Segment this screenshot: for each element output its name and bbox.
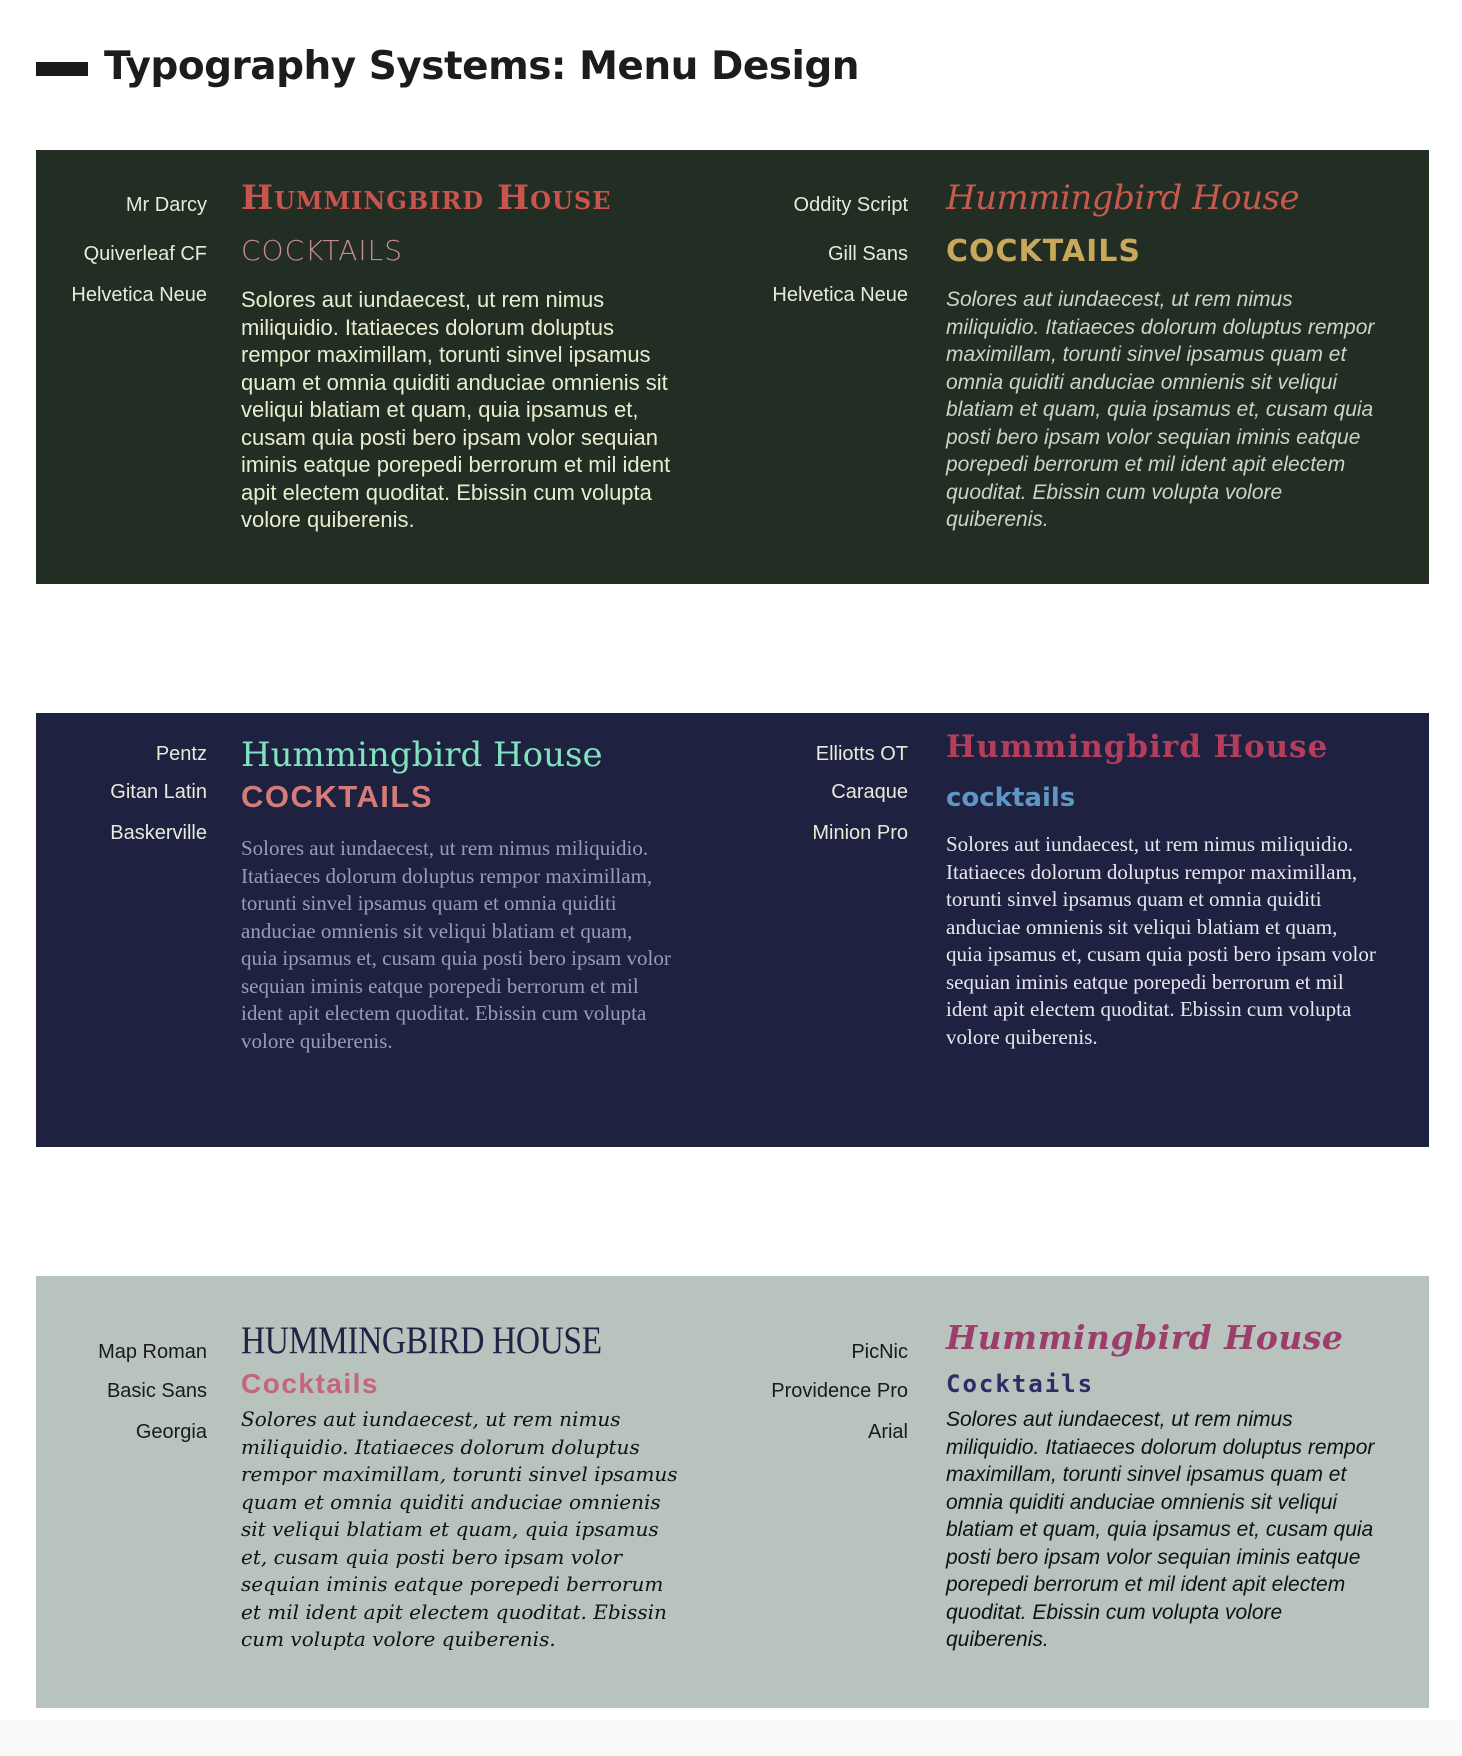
- menu-subtitle: COCKTAILS: [241, 779, 434, 814]
- font-label-body: Minion Pro: [812, 822, 908, 844]
- menu-subtitle: Cocktails: [241, 1368, 379, 1399]
- font-label-body: Helvetica Neue: [71, 284, 207, 306]
- font-label-title: Pentz: [155, 743, 207, 765]
- menu-body-text: Solores aut iundaecest, ut rem nimus miliquidio. Itatiaeces dolorum doluptus rempor maximillam, torunti sinvel ipsamus quam et omnia quiditi anduciae omnienis sit veliqui blatiam et quam, quia ipsamus et, cusam quia posti bero ipsam volor sequian iminis eatque porepedi berrorum et mil ident apit electem quoditat. Ebissin cum volupta volore quiberenis.: [241, 287, 671, 532]
- font-label-subtitle: Gill Sans: [827, 243, 908, 265]
- menu-body-text: Solores aut iundaecest, ut rem nimus miliquidio. Itatiaeces dolorum doluptus rempor maximillam, torunti sinvel ipsamus quam et omnia quiditi anduciae omnienis sit veliqui blatiam et quam, quia ipsamus et, cusam quia posti bero ipsam volor sequian iminis eatque porepedi berrorum et mil ident apit electem quoditat. Ebissin cum volupta volore quiberenis.: [946, 832, 1376, 1049]
- menu-subtitle: COCKTAILS: [946, 234, 1142, 269]
- menu-title: Hummingbird House: [946, 178, 1300, 218]
- menu-body-text: Solores aut iundaecest, ut rem nimus miliquidio. Itatiaeces dolorum doluptus rempor maximillam, torunti sinvel ipsamus quam et omnia quiditi anduciae omnienis sit veliqui blatiam et quam, quia ipsamus et, cusam quia posti bero ipsam volor sequian iminis eatque porepedi berrorum et mil ident apit electem quoditat. Ebissin cum volupta volore quiberenis.: [946, 1408, 1375, 1651]
- font-label-title: Elliotts OT: [815, 743, 908, 765]
- panel-3-right-sample: [736, 1276, 1429, 1708]
- menu-body-text: Solores aut iundaecest, ut rem nimus miliquidio. Itatiaeces dolorum doluptus rempor maximillam, torunti sinvel ipsamus quam et omnia quiditi anduciae omnienis sit veliqui blatiam et quam, quia ipsamus et, cusam quia posti bero ipsam volor sequian iminis eatque porepedi berrorum et mil ident apit electem quoditat. Ebissin cum volupta volore quiberenis.: [241, 1407, 678, 1651]
- font-label-subtitle: Caraque: [831, 781, 908, 803]
- font-label-subtitle: Providence Pro: [771, 1380, 908, 1402]
- panel-3-left-sample: [36, 1276, 736, 1708]
- page-header: [36, 36, 859, 96]
- menu-title: Hummingbird House: [241, 735, 603, 775]
- heading-marker-bar: [36, 62, 88, 76]
- menu-panel-3: [36, 1276, 1429, 1708]
- menu-subtitle: COCKTAILS: [241, 234, 404, 267]
- menu-body-text: Solores aut iundaecest, ut rem nimus miliquidio. Itatiaeces dolorum doluptus rempor maximillam, torunti sinvel ipsamus quam et omnia quiditi anduciae omnienis sit veliqui blatiam et quam, quia ipsamus et, cusam quia posti bero ipsam volor sequian iminis eatque porepedi berrorum et mil ident apit electem quoditat. Ebissin cum volupta volore quiberenis.: [946, 288, 1375, 531]
- font-label-subtitle: Gitan Latin: [110, 781, 207, 803]
- page-title: Typography Systems: Menu Design: [104, 43, 860, 89]
- font-label-subtitle: Basic Sans: [106, 1380, 207, 1402]
- font-label-body: Helvetica Neue: [772, 284, 908, 306]
- menu-title: Hummingbird House: [946, 729, 1329, 765]
- menu-panel-2: [36, 713, 1429, 1147]
- panel-1-left-sample: [36, 150, 736, 584]
- panel-2-right-sample: [736, 713, 1429, 1147]
- font-label-subtitle: Quiverleaf CF: [83, 243, 207, 265]
- font-label-title: Map Roman: [98, 1341, 207, 1363]
- menu-panel-1: [36, 150, 1429, 584]
- menu-title: Hummingbird House: [241, 178, 612, 218]
- menu-subtitle: Cocktails: [946, 1370, 1095, 1398]
- font-label-title: PicNic: [851, 1341, 908, 1363]
- menu-title: HUMMINGBIRD HOUSE: [241, 1319, 602, 1362]
- font-label-title: Mr Darcy: [125, 194, 207, 216]
- page-bottom-edge: [0, 1720, 1462, 1756]
- font-label-body: Baskerville: [110, 822, 207, 844]
- menu-body-text: Solores aut iundaecest, ut rem nimus miliquidio. Itatiaeces dolorum doluptus rempor maximillam, torunti sinvel ipsamus quam et omnia quiditi anduciae omnienis sit veliqui blatiam et quam, quia ipsamus et, cusam quia posti bero ipsam volor sequian iminis eatque porepedi berrorum et mil ident apit electem quoditat. Ebissin cum volupta volore quiberenis.: [241, 836, 671, 1053]
- font-label-body: Georgia: [135, 1421, 207, 1443]
- font-label-title: Oddity Script: [793, 194, 908, 216]
- font-label-body: Arial: [867, 1421, 908, 1443]
- panel-2-left-sample: [36, 713, 736, 1147]
- menu-title: Hummingbird House: [946, 1318, 1344, 1357]
- menu-subtitle: cocktails: [946, 783, 1076, 813]
- panel-1-right-sample: [736, 150, 1429, 584]
